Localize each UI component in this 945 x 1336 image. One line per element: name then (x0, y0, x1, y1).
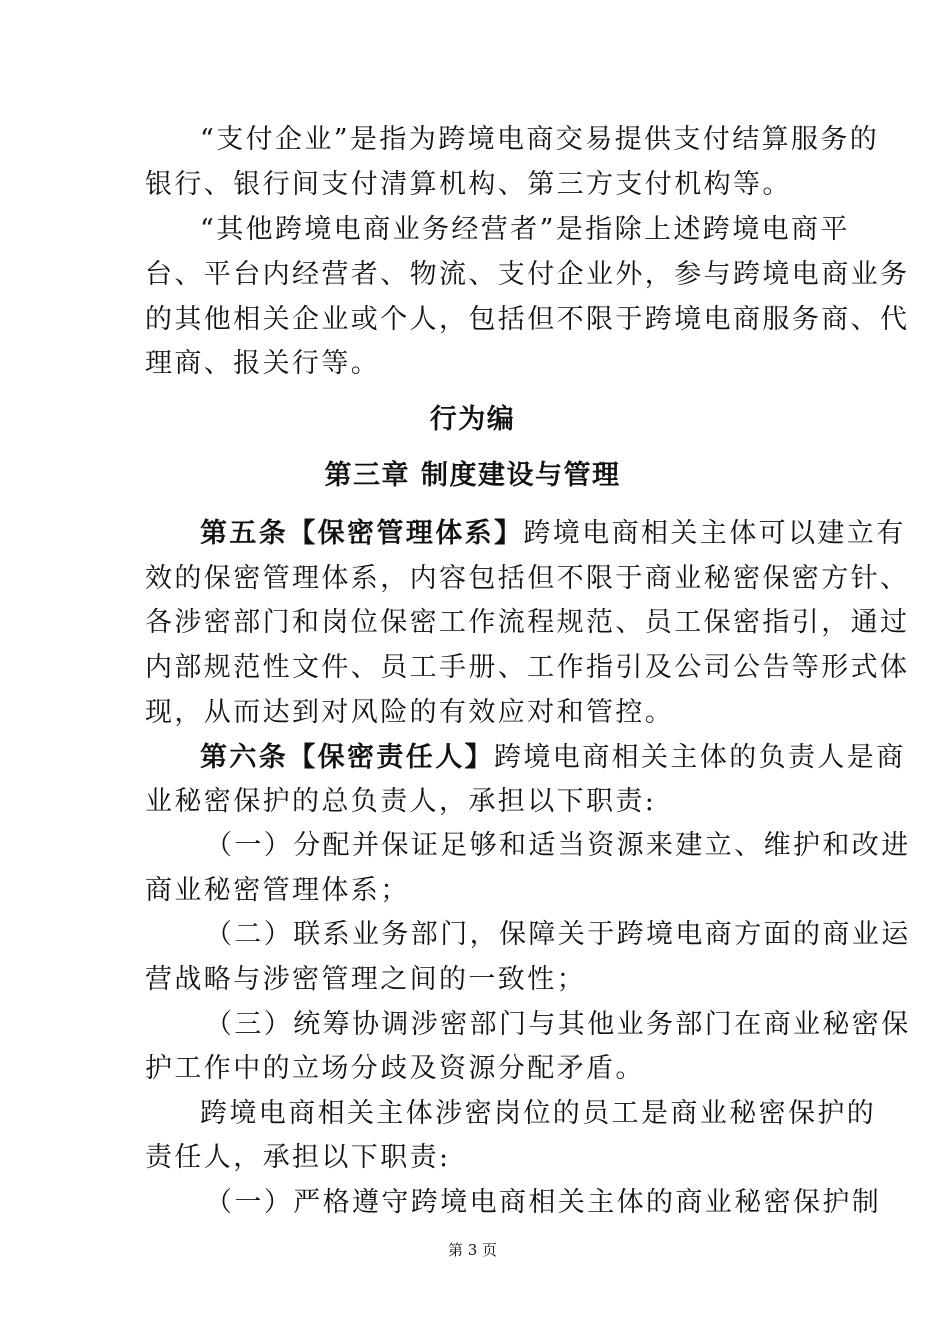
article-6-line-1-text: 跨境电商相关主体的负责人是商 (494, 742, 906, 773)
article-6-staff-line-2: 责任人，承担以下职责: (145, 1142, 451, 1173)
article-5-line-2: 效的保密管理体系，内容包括但不限于商业秘密保密方针、 (145, 563, 910, 594)
paragraph-payment-line-2: 银行、银行间支付清算机构、第三方支付机构等。 (145, 169, 792, 200)
article-6-item-2-line-1: （二）联系业务部门，保障关于跨境电商方面的商业运 (205, 919, 911, 950)
paragraph-other-operators-line-4: 理商、报关行等。 (145, 348, 381, 379)
article-6-item-3-line-2: 护工作中的立场分歧及资源分配矛盾。 (145, 1053, 645, 1084)
paragraph-other-operators-line-2: 台、平台内经营者、物流、支付企业外，参与跨境电商业务 (145, 259, 910, 290)
article-6-item-2-line-2: 营战略与涉密管理之间的一致性； (145, 964, 586, 995)
paragraph-other-operators-line-1: “其他跨境电商业务经营者”是指除上述跨境电商平 (200, 214, 850, 245)
article-5-label: 第五条【保密管理体系】 (200, 518, 524, 549)
article-5-line-5: 现，从而达到对风险的有效应对和管控。 (145, 697, 675, 728)
article-6-line-1 (200, 741, 906, 775)
paragraph-other-operators-line-3: 的其他相关企业或个人，包括但不限于跨境电商服务商、代 (145, 304, 910, 335)
article-6-item-1-line-1: （一）分配并保证足够和适当资源来建立、维护和改进 (205, 830, 911, 861)
article-5-line-1 (200, 517, 906, 551)
chapter-title: 第三章 制度建设与管理 (324, 460, 621, 491)
article-5-line-1-text: 跨境电商相关主体可以建立有 (523, 518, 906, 549)
paragraph-payment-line-1: “支付企业”是指为跨境电商交易提供支付结算服务的 (200, 124, 880, 155)
article-5-line-4: 内部规范性文件、员工手册、工作指引及公司公告等形式体 (145, 652, 910, 683)
article-6-item-1-line-2: 商业秘密管理体系； (145, 875, 410, 906)
part-title: 行为编 (429, 404, 516, 435)
page-number: 第 3 页 (447, 1241, 498, 1259)
article-5-line-3: 各涉密部门和岗位保密工作流程规范、员工保密指引，通过 (145, 607, 910, 638)
article-6-staff-item-1-line-1: （一）严格遵守跨境电商相关主体的商业秘密保护制 (205, 1187, 882, 1218)
article-6-line-2: 业秘密保护的总负责人，承担以下职责: (145, 786, 657, 817)
article-6-staff-line-1: 跨境电商相关主体涉密岗位的员工是商业秘密保护的 (200, 1098, 877, 1129)
article-6-item-3-line-1: （三）统筹协调涉密部门与其他业务部门在商业秘密保 (205, 1009, 911, 1040)
article-6-label: 第六条【保密责任人】 (200, 742, 494, 773)
